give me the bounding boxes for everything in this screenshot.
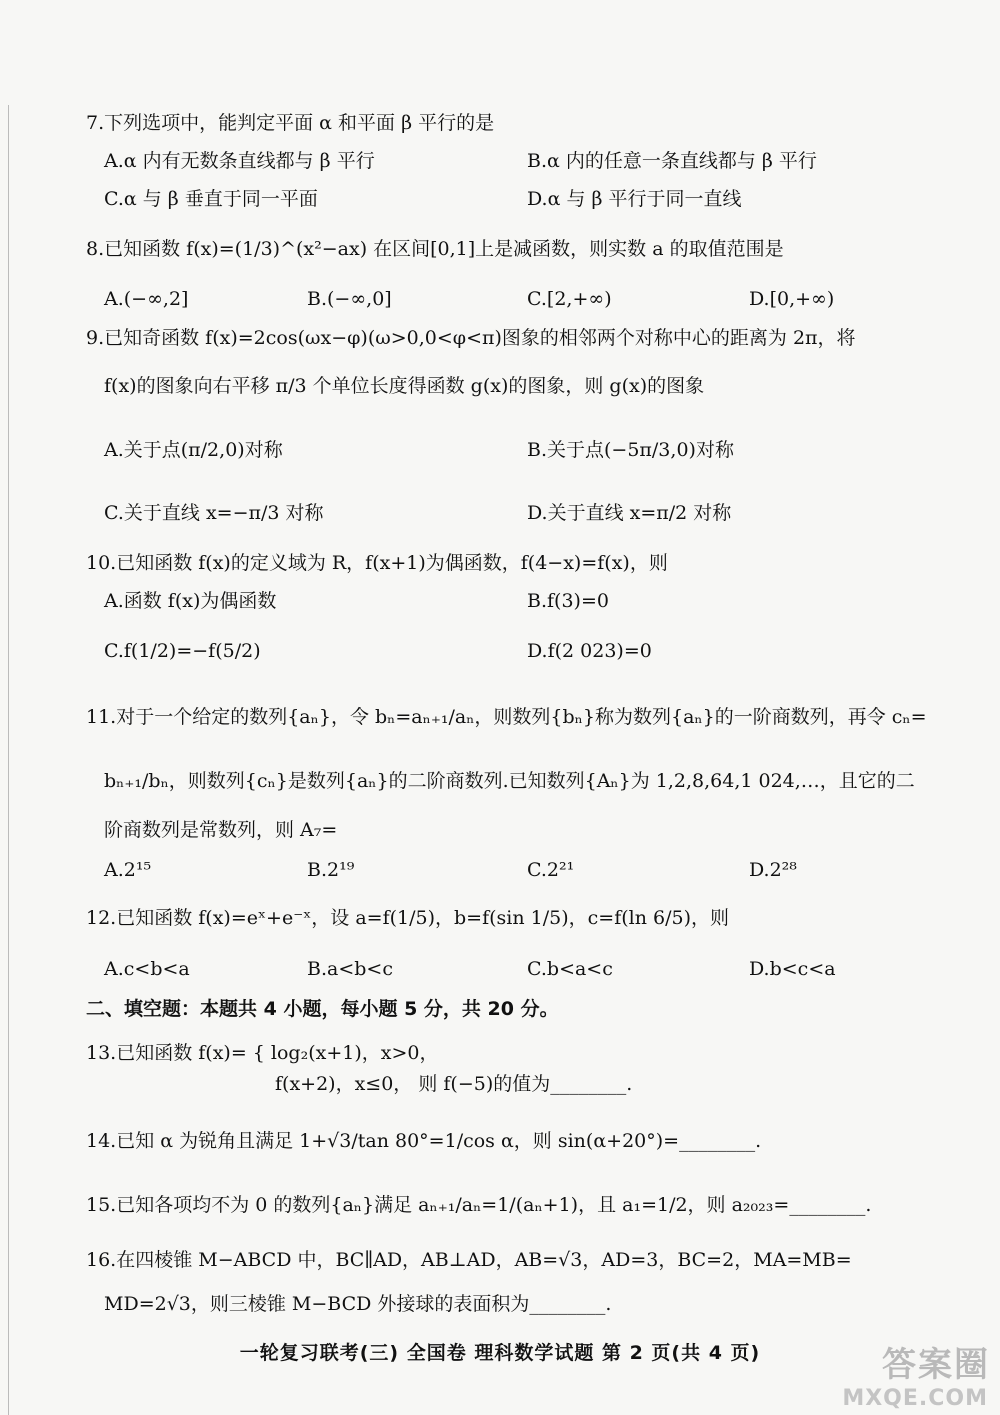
q9-option-d: D.关于直线 x=π/2 对称 (527, 502, 732, 524)
q7-option-b: B.α 内的任意一条直线都与 β 平行 (527, 150, 817, 172)
q8-stem: 8.已知函数 f(x)=(1/3)^(x²−ax) 在区间[0,1]上是减函数，则实数 a 的取值范围是 (86, 238, 784, 260)
q16-stem-line1: 16.在四棱锥 M−ABCD 中，BC∥AD，AB⊥AD，AB=√3，AD=3，BC=2，MA=MB= (86, 1249, 852, 1271)
q13-line2: f(x+2)，x≤0， 则 f(−5)的值为________. (275, 1073, 633, 1095)
q9-option-b: B.关于点(−5π/3,0)对称 (527, 439, 734, 461)
q10-option-a: A.函数 f(x)为偶函数 (104, 590, 277, 612)
q8-option-a: A.(−∞,2] (104, 288, 189, 310)
section-fill-in-heading: 二、填空题：本题共 4 小题，每小题 5 分，共 20 分。 (86, 998, 559, 1020)
q7-option-d: D.α 与 β 平行于同一直线 (527, 188, 742, 210)
watermark-logo: 答案圈 (882, 1345, 990, 1385)
q8-option-b: B.(−∞,0] (307, 288, 392, 310)
q10-option-d: D.f(2 023)=0 (527, 640, 652, 662)
q9-option-c: C.关于直线 x=−π/3 对称 (104, 502, 324, 524)
q7-option-c: C.α 与 β 垂直于同一平面 (104, 188, 318, 210)
q11-option-d: D.2²⁸ (749, 859, 797, 881)
watermark-url: MXQE.COM (842, 1386, 988, 1411)
q12-option-d: D.b<c<a (749, 958, 836, 980)
q16-stem-line2: MD=2√3，则三棱锥 M−BCD 外接球的表面积为________. (104, 1293, 612, 1315)
q10-stem: 10.已知函数 f(x)的定义域为 R，f(x+1)为偶函数，f(4−x)=f(x)，则 (86, 552, 668, 574)
q9-stem-line1: 9.已知奇函数 f(x)=2cos(ωx−φ)(ω>0,0<φ<π)图象的相邻两个对称中心的距离为 2π，将 (86, 327, 856, 349)
q9-option-a: A.关于点(π/2,0)对称 (104, 439, 283, 461)
q11-option-b: B.2¹⁹ (307, 859, 355, 881)
q14-stem: 14.已知 α 为锐角且满足 1+√3/tan 80°=1/cos α，则 sin(α+20°)=________. (86, 1130, 762, 1152)
q11-option-c: C.2²¹ (527, 859, 575, 881)
q12-option-a: A.c<b<a (104, 958, 190, 980)
q8-option-c: C.[2,+∞) (527, 288, 612, 310)
q7-stem: 7.下列选项中，能判定平面 α 和平面 β 平行的是 (86, 112, 495, 134)
q8-option-d: D.[0,+∞) (749, 288, 835, 310)
q12-option-b: B.a<b<c (307, 958, 393, 980)
q11-option-a: A.2¹⁵ (104, 859, 152, 881)
q11-stem-line3: 阶商数列是常数列，则 A₇= (104, 819, 338, 841)
q10-option-b: B.f(3)=0 (527, 590, 609, 612)
q7-option-a: A.α 内有无数条直线都与 β 平行 (104, 150, 375, 172)
q11-stem-line1: 11.对于一个给定的数列{aₙ}，令 bₙ=aₙ₊₁/aₙ，则数列{bₙ}称为数列{aₙ}的一阶商数列，再令 cₙ= (86, 706, 927, 728)
q15-stem: 15.已知各项均不为 0 的数列{aₙ}满足 aₙ₊₁/aₙ=1/(aₙ+1)，且 a₁=1/2，则 a₂₀₂₃=________. (86, 1194, 872, 1216)
watermark (804, 1337, 994, 1411)
q10-option-c: C.f(1/2)=−f(5/2) (104, 640, 261, 662)
q9-stem-line2: f(x)的图象向右平移 π/3 个单位长度得函数 g(x)的图象，则 g(x)的图象 (104, 375, 705, 397)
q12-option-c: C.b<a<c (527, 958, 613, 980)
q13-line1: 13.已知函数 f(x)= { log₂(x+1)，x>0， (86, 1042, 439, 1064)
page-footer: 一轮复习联考(三) 全国卷 理科数学试题 第 2 页(共 4 页) (239, 1342, 761, 1364)
binding-margin-line (8, 105, 9, 1415)
q11-stem-line2: bₙ₊₁/bₙ，则数列{cₙ}是数列{aₙ}的二阶商数列.已知数列{Aₙ}为 1,2,8,64,1 024,…，且它的二 (104, 770, 915, 792)
q12-stem: 12.已知函数 f(x)=eˣ+e⁻ˣ，设 a=f(1/5)，b=f(sin 1/5)，c=f(ln 6/5)，则 (86, 907, 729, 929)
